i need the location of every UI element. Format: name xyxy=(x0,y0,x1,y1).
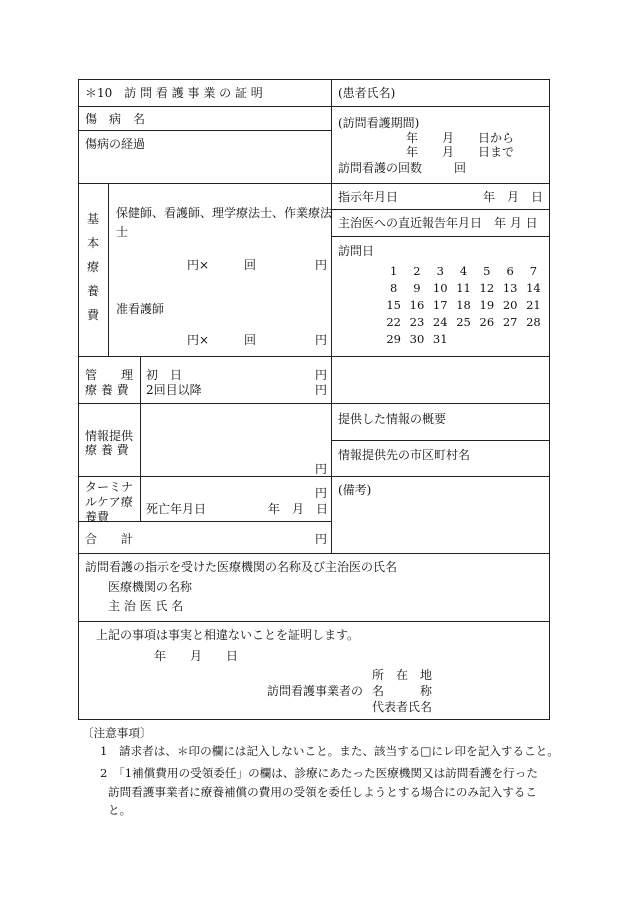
notes-heading: 〔注意事項〕 xyxy=(82,726,152,740)
form-frame xyxy=(78,79,550,720)
calendar-day: 21 xyxy=(526,297,541,312)
disease-name-label: 傷 病 名 xyxy=(85,112,146,126)
calendar-day: 30 xyxy=(409,331,425,346)
terminal-fee-label-3: 養費 xyxy=(85,510,110,524)
calendar-week xyxy=(382,313,545,330)
calendar-week xyxy=(382,296,545,313)
calc1-times: 回 xyxy=(244,258,257,272)
divider xyxy=(78,130,331,131)
calendar-day: 8 xyxy=(389,280,398,295)
note-2-line-2: 訪問看護事業者に療養補償の費用の受領を委任しようとする場合にのみ記入するこ xyxy=(108,785,537,799)
divider xyxy=(78,356,550,357)
calendar-day: 20 xyxy=(502,297,518,312)
calendar-day: 17 xyxy=(432,297,448,312)
calendar-day: 23 xyxy=(409,314,425,329)
calendar-day: 12 xyxy=(479,280,495,295)
basic-fee-label: 基 本 療 養 費 xyxy=(86,212,99,322)
calendar-day: 25 xyxy=(456,314,471,329)
column-divider xyxy=(108,183,109,356)
info-fee-label-1: 情報提供 xyxy=(85,429,134,443)
calendar-day: 1 xyxy=(389,263,398,278)
info-fee-label-2: 療 養 費 xyxy=(85,443,129,457)
calendar-week xyxy=(382,279,545,296)
mgmt-fee-label-1: 管 理 xyxy=(85,368,134,382)
visit-count-unit: 回 xyxy=(454,161,467,175)
calendar-day: 2 xyxy=(413,263,421,278)
calendar-day: 31 xyxy=(432,331,448,346)
calendar-day: 18 xyxy=(456,297,471,312)
mgmt-yen-2: 円 xyxy=(315,383,328,397)
calendar-day: 28 xyxy=(526,314,541,329)
calendar-day: 11 xyxy=(456,280,471,295)
assistant-nurse-label: 准看護師 xyxy=(116,302,165,316)
calendar-day: 26 xyxy=(479,314,495,329)
calendar-day: 14 xyxy=(526,280,541,295)
divider xyxy=(78,476,550,477)
divider xyxy=(78,403,550,404)
calendar-day: 13 xyxy=(502,280,518,295)
divider xyxy=(331,236,550,237)
operator-name-label: 名 称 xyxy=(372,684,433,698)
institution-heading: 訪問看護の指示を受けた医療機関の名称及び主治医の氏名 xyxy=(85,560,398,574)
visit-count-label: 訪問看護の回数 xyxy=(338,161,423,175)
calc2-times: 回 xyxy=(244,333,257,347)
divider xyxy=(78,621,550,622)
calendar-day: 22 xyxy=(386,314,401,329)
calc2-yen-times: 円× xyxy=(187,333,210,347)
visit-days-calendar xyxy=(382,262,545,347)
calendar-day: 3 xyxy=(436,263,444,278)
mgmt-yen-1: 円 xyxy=(315,368,328,382)
calendar-day: 27 xyxy=(502,314,518,329)
death-date-ymd: 年 月 日 xyxy=(268,502,329,516)
terminal-fee-yen: 円 xyxy=(315,486,328,500)
calendar-day: 5 xyxy=(483,263,491,278)
staff-types: 保健師、看護師、理学療法士、作業療法 xyxy=(116,206,333,220)
terminal-fee-label-1: ターミナ xyxy=(85,480,134,494)
column-divider xyxy=(331,79,332,553)
report-date-ymd: 年 月 日 xyxy=(494,216,538,230)
form-title: ＊10 訪 問 看 護 事 業 の 証 明 xyxy=(85,86,263,100)
institution-name-label: 医療機関の名称 xyxy=(108,580,193,594)
mgmt-second-onward: 2回目以降 xyxy=(146,383,202,397)
remarks-label: (備考) xyxy=(338,483,372,497)
death-date-label: 死亡年月日 xyxy=(146,502,207,516)
divider xyxy=(331,440,550,441)
calendar-day: 19 xyxy=(479,297,495,312)
period-to: 年 月 日まで xyxy=(406,145,515,159)
column-divider xyxy=(140,356,141,521)
period-from: 年 月 日から xyxy=(406,131,515,145)
mgmt-first-day: 初 日 xyxy=(146,368,183,382)
representative-label: 代表者氏名 xyxy=(372,700,433,714)
info-municipality-label: 情報提供先の市区町村名 xyxy=(338,448,471,462)
divider xyxy=(78,183,550,184)
staff-types-cont: 士 xyxy=(116,225,129,239)
calendar-day: 4 xyxy=(459,263,468,278)
instruction-date-label: 指示年月日 xyxy=(338,190,399,204)
calc2-yen: 円 xyxy=(315,333,328,347)
visit-days-label: 訪問日 xyxy=(338,244,375,258)
calendar-day: 9 xyxy=(413,280,421,295)
note-2-line-1: 2 「1補償費用の受領委任」の欄は、診療にあたった医療機関又は訪問看護を行った xyxy=(100,766,538,780)
calendar-day: 7 xyxy=(529,263,538,278)
calendar-week xyxy=(382,330,545,347)
report-date-label: 主治医への直近報告年月日 xyxy=(338,216,483,230)
note-1: 1 請求者は、＊印の欄には記入しないこと。また、該当する□にレ印を記入すること。 xyxy=(100,744,559,758)
patient-name-label: (患者氏名) xyxy=(338,86,396,100)
calendar-day: 10 xyxy=(432,280,448,295)
instruction-date-ymd: 年 月 日 xyxy=(483,190,544,204)
info-summary-label: 提供した情報の概要 xyxy=(338,412,447,426)
disease-course-label: 傷病の経過 xyxy=(85,137,146,151)
address-label: 所 在 地 xyxy=(372,668,433,682)
note-2-line-3: と。 xyxy=(108,803,132,817)
certification-date: 年 月 日 xyxy=(154,649,239,663)
calendar-week xyxy=(382,262,545,279)
info-fee-yen: 円 xyxy=(315,462,328,476)
calendar-day: 24 xyxy=(432,314,448,329)
calendar-day: 6 xyxy=(506,263,514,278)
calendar-day: 16 xyxy=(409,297,425,312)
divider xyxy=(78,553,550,554)
calc1-yen-times: 円× xyxy=(187,258,210,272)
calc1-yen: 円 xyxy=(315,258,328,272)
divider xyxy=(331,209,550,210)
visit-period-label: (訪問看護期間) xyxy=(338,116,420,130)
calendar-day: 15 xyxy=(386,297,401,312)
divider xyxy=(78,106,550,107)
calendar-day: 29 xyxy=(386,331,401,346)
certification-statement: 上記の事項は事実と相違ないことを証明します。 xyxy=(96,628,360,642)
operator-label: 訪問看護事業者の xyxy=(267,684,364,698)
terminal-fee-label-2: ルケア療 xyxy=(85,495,133,509)
mgmt-fee-label-2: 療 養 費 xyxy=(85,383,129,397)
doctor-name-label: 主 治 医 氏 名 xyxy=(108,599,184,613)
total-label: 合 計 xyxy=(85,532,134,546)
divider xyxy=(78,521,331,522)
total-yen: 円 xyxy=(315,532,328,546)
